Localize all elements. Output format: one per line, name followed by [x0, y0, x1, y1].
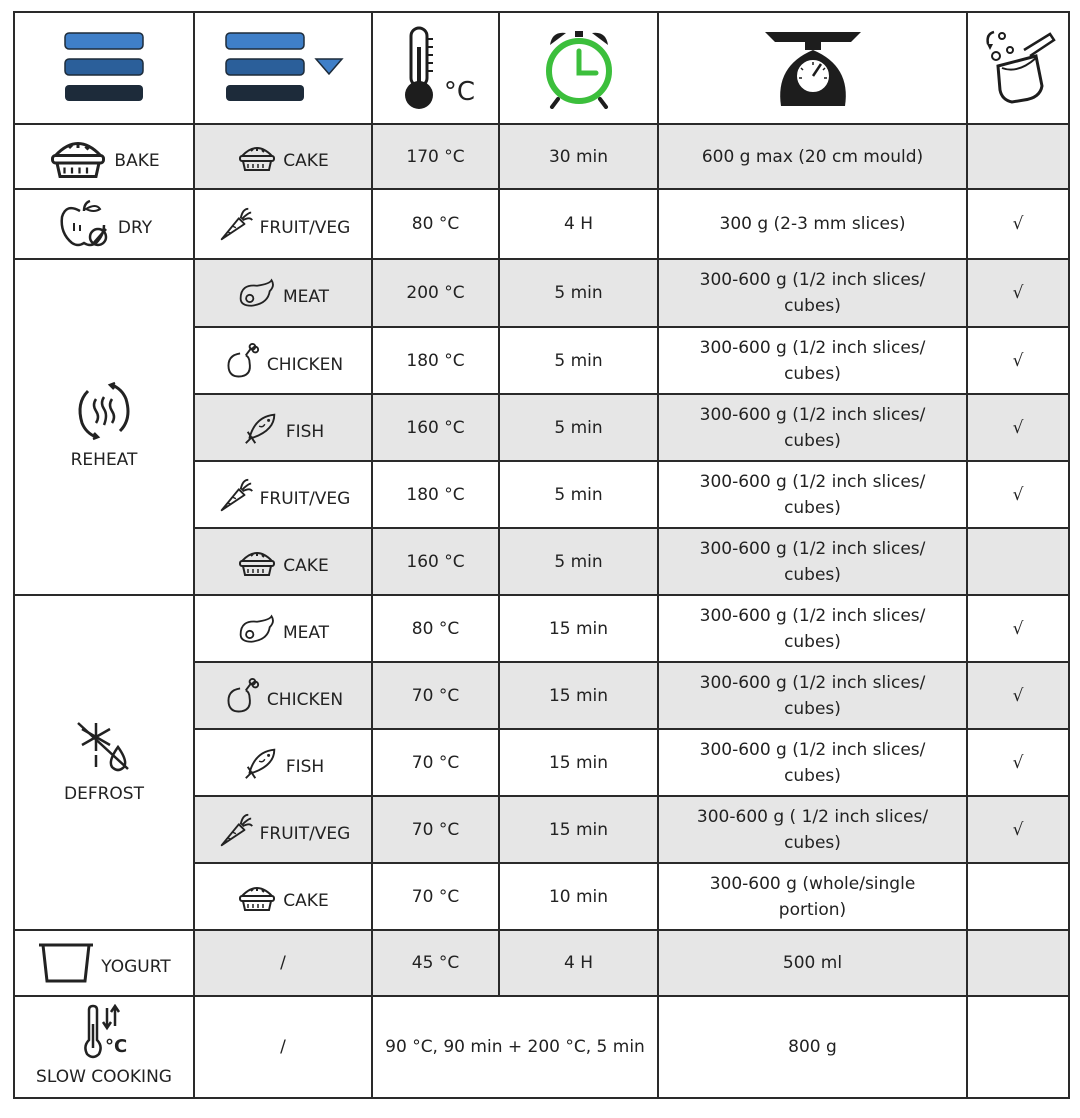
temperature-cell: 160 °C [372, 528, 499, 595]
temperature-cell: 80 °C [372, 189, 499, 259]
time-cell: 5 min [499, 461, 658, 528]
food-cell: / [194, 996, 372, 1098]
mode-dry-label: DRY [117, 218, 153, 238]
time-cell: 4 H [499, 930, 658, 996]
cake-icon [237, 142, 277, 172]
slow-cooking-unit: °C [105, 1036, 128, 1057]
table-row [14, 124, 1069, 189]
defrost-snowflake-drop-icon [72, 719, 136, 775]
food-cell: CAKE [194, 528, 372, 595]
weight-cell: 600 g max (20 cm mould) [658, 124, 967, 189]
food-cell: MEAT [194, 595, 372, 662]
temperature-cell: 200 °C [372, 259, 499, 327]
mode-yogurt-label: YOGURT [101, 957, 171, 977]
stir-check-cell: √ [967, 327, 1069, 394]
time-cell: 15 min [499, 662, 658, 729]
meat-icon [237, 612, 277, 646]
weight-cell: 300-600 g (1/2 inch slices/ cubes) [658, 394, 967, 461]
food-cell: CAKE [194, 124, 372, 189]
mode-slow-cooking-cell [14, 996, 194, 1098]
temperature-cell: 180 °C [372, 327, 499, 394]
mode-yogurt-cell [14, 930, 194, 996]
carrot-icon [216, 205, 254, 243]
time-cell: 5 min [499, 327, 658, 394]
mode-bake-label: BAKE [114, 150, 160, 171]
time-cell: 15 min [499, 729, 658, 796]
weight-cell: 300 g (2-3 mm slices) [658, 189, 967, 259]
celsius-unit-label: °C [443, 77, 476, 107]
weight-cell: 300-600 g (1/2 inch slices/ cubes) [658, 662, 967, 729]
weight-cell: 300-600 g (1/2 inch slices/ cubes) [658, 461, 967, 528]
thermometer-celsius-icon [396, 25, 444, 111]
carrot-icon [216, 811, 254, 849]
weight-cell: 500 ml [658, 930, 967, 996]
stir-check-cell: √ [967, 461, 1069, 528]
weight-cell: 800 g [658, 996, 967, 1098]
header-weight-cell [658, 12, 967, 124]
stir-check-cell: √ [967, 259, 1069, 327]
mode-reheat-label: REHEAT [70, 450, 138, 470]
mode-bake-cell [14, 124, 194, 189]
table-row [14, 996, 1069, 1098]
mode-reheat-cell [14, 259, 194, 595]
food-cell: FISH [194, 394, 372, 461]
program-table-wrapper [13, 11, 1070, 1099]
stir-check-cell: √ [967, 595, 1069, 662]
cooking-program-table [13, 11, 1070, 1099]
fish-icon [242, 744, 280, 782]
temperature-cell: 45 °C [372, 930, 499, 996]
temperature-cell: 170 °C [372, 124, 499, 189]
stir-check-cell [967, 996, 1069, 1098]
mode-defrost-cell [14, 595, 194, 930]
time-cell: 5 min [499, 528, 658, 595]
stir-check-cell [967, 528, 1069, 595]
food-cell: CHICKEN [194, 327, 372, 394]
alarm-clock-icon [542, 27, 616, 109]
mode-defrost-label: DEFROST [64, 783, 144, 804]
bake-pie-icon [48, 134, 108, 180]
food-cell: CAKE [194, 863, 372, 930]
weight-cell: 300-600 g (1/2 inch slices/ cubes) [658, 729, 967, 796]
reheat-steam-icon [74, 381, 134, 441]
weight-cell: 300-600 g (1/2 inch slices/ cubes) [658, 327, 967, 394]
stirring-pot-icon [980, 28, 1056, 108]
food-cell: FRUIT/VEG [194, 461, 372, 528]
time-cell: 15 min [499, 595, 658, 662]
time-cell: 30 min [499, 124, 658, 189]
food-cell: FRUIT/VEG [194, 189, 372, 259]
time-cell: 4 H [499, 189, 658, 259]
weight-cell: 300-600 g (1/2 inch slices/ cubes) [658, 528, 967, 595]
time-cell: 5 min [499, 259, 658, 327]
table-row [14, 259, 1069, 327]
programs-list-icon [64, 28, 144, 108]
mode-dry-cell [14, 189, 194, 259]
temperature-cell: 180 °C [372, 461, 499, 528]
stir-check-cell [967, 124, 1069, 189]
meat-icon [237, 276, 277, 310]
table-row [14, 595, 1069, 662]
temperature-cell: 70 °C [372, 729, 499, 796]
food-cell: CHICKEN [194, 662, 372, 729]
chicken-leg-icon [223, 677, 261, 715]
fish-icon [242, 409, 280, 447]
weight-cell: 300-600 g ( 1/2 inch slices/ cubes) [658, 796, 967, 863]
time-cell: 5 min [499, 394, 658, 461]
time-cell: 10 min [499, 863, 658, 930]
slow-cooking-icon [79, 1004, 129, 1062]
kitchen-scale-icon [761, 26, 865, 110]
food-type-dropdown-icon [218, 28, 348, 108]
carrot-icon [216, 476, 254, 514]
food-cell: FISH [194, 729, 372, 796]
stir-check-cell: √ [967, 189, 1069, 259]
table-row [14, 189, 1069, 259]
header-food-cell [194, 12, 372, 124]
weight-cell: 300-600 g (1/2 inch slices/ cubes) [658, 259, 967, 327]
stir-check-cell: √ [967, 796, 1069, 863]
header-stir-cell [967, 12, 1069, 124]
food-cell: / [194, 930, 372, 996]
mode-slow-cooking-label: SLOW COOKING [36, 1067, 172, 1087]
stir-check-cell: √ [967, 729, 1069, 796]
header-temperature-cell [372, 12, 499, 124]
stir-check-cell: √ [967, 662, 1069, 729]
temperature-cell: 70 °C [372, 796, 499, 863]
food-cell: MEAT [194, 259, 372, 327]
cake-icon [237, 547, 277, 577]
temperature-cell: 70 °C [372, 662, 499, 729]
header-time-cell [499, 12, 658, 124]
stir-check-cell [967, 863, 1069, 930]
cake-icon [237, 882, 277, 912]
temperature-time-cell: 90 °C, 90 min + 200 °C, 5 min [372, 996, 658, 1098]
temperature-cell: 80 °C [372, 595, 499, 662]
food-cell: FRUIT/VEG [194, 796, 372, 863]
header-row [14, 12, 1069, 124]
temperature-cell: 70 °C [372, 863, 499, 930]
weight-cell: 300-600 g (1/2 inch slices/ cubes) [658, 595, 967, 662]
chicken-leg-icon [223, 342, 261, 380]
stir-check-cell [967, 930, 1069, 996]
stir-check-cell: √ [967, 394, 1069, 461]
header-mode-cell [14, 12, 194, 124]
time-cell: 15 min [499, 796, 658, 863]
table-row [14, 930, 1069, 996]
dry-apple-icon [56, 199, 112, 249]
weight-cell: 300-600 g (whole/single portion) [658, 863, 967, 930]
temperature-cell: 160 °C [372, 394, 499, 461]
yogurt-cup-icon [37, 941, 95, 985]
